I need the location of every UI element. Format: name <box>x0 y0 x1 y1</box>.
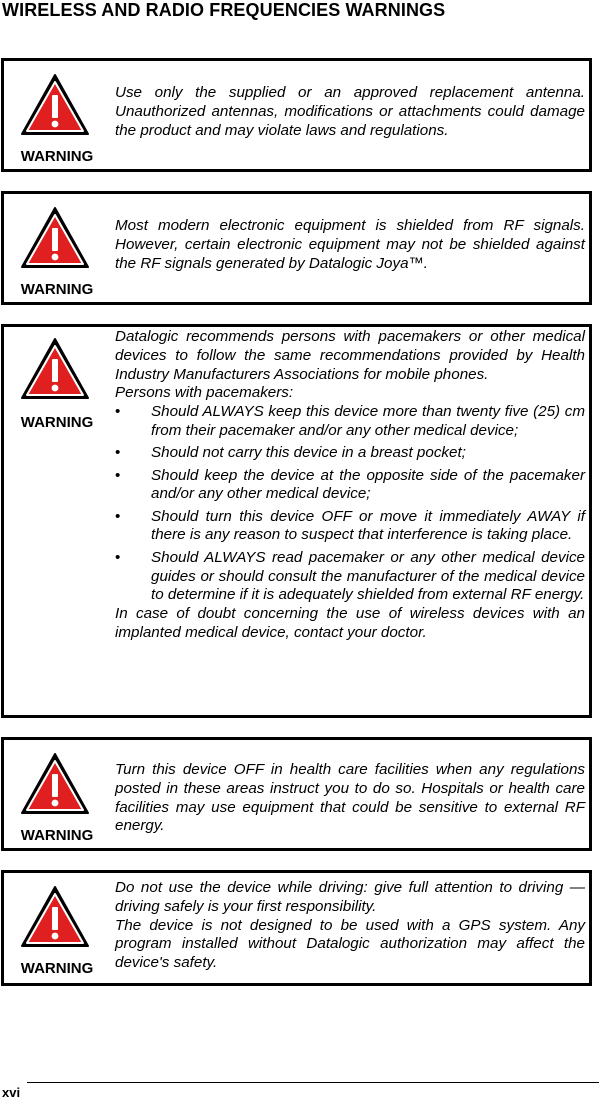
warning-paragraph: Persons with pacemakers: <box>115 384 294 402</box>
warning-box <box>1 191 592 305</box>
warning-closing: In case of doubt concerning the use of wireless devices with an implanted medical device, contact your doctor. <box>115 605 585 641</box>
warning-paragraph: Use only the supplied or an approved replacement antenna. Unauthorized antennas, modifications or attachments could damage the product and may violate laws and regulations. <box>115 84 585 139</box>
pacemaker-bullet-list <box>115 403 585 605</box>
warning-label: WARNING <box>20 414 94 431</box>
list-item <box>115 403 585 441</box>
bullet-text: Should turn this device OFF or move it immediately AWAY if there is any reason to suspect that interference is taking place. <box>151 507 585 544</box>
warning-triangle-icon <box>20 73 90 137</box>
warning-box <box>1 58 592 172</box>
bullet-text: Should ALWAYS keep this device more than twenty five (25) cm from their pacemaker and/or any other medical device; <box>151 403 585 439</box>
list-item <box>115 444 585 463</box>
page-number: xvi <box>2 1085 21 1100</box>
list-item <box>115 549 585 605</box>
bullet-icon: • <box>115 507 121 525</box>
warning-label: WARNING <box>20 148 94 165</box>
bullet-icon: • <box>115 444 121 462</box>
warning-paragraph: The device is not designed to be used with a GPS system. Any program installed without Datalogic authorization may affect the device's safety. <box>115 916 585 972</box>
warning-text <box>115 84 585 140</box>
bullet-text: Should ALWAYS read pacemaker or any other medical device guides or should consult the manufacturer of the medical device to determine if it is adequately shielded from external RF energy. <box>151 548 585 604</box>
bullet-icon: • <box>115 548 121 566</box>
warning-text <box>115 328 585 643</box>
bullet-icon: • <box>115 403 121 421</box>
warning-box <box>1 870 592 986</box>
warning-box <box>1 737 592 851</box>
warning-text <box>115 879 585 973</box>
footer-divider <box>27 1082 599 1083</box>
warning-triangle-icon <box>20 206 90 270</box>
warning-paragraph: Turn this device OFF in health care facilities when any regulations posted in these areas instruct you to do so. Hospitals or health care facilities may use equipment that could be sensitive to external RF energy. <box>115 761 585 835</box>
bullet-text: Should keep the device at the opposite side of the pacemaker and/or any other medical device; <box>151 466 585 503</box>
warning-label: WARNING <box>20 281 94 298</box>
bullet-text: Should not carry this device in a breast pocket; <box>151 444 466 462</box>
warning-box <box>1 324 592 718</box>
page-title: WIRELESS AND RADIO FREQUENCIES WARNINGS <box>2 0 446 20</box>
warning-text <box>115 761 585 836</box>
list-item <box>115 508 585 546</box>
warning-triangle-icon <box>20 885 90 949</box>
warning-paragraph: Datalogic recommends persons with pacemakers or other medical devices to follow the same recommendations provided by Health Industry Manufacturers Associations for mobile phones. <box>115 328 585 383</box>
warning-paragraph: Most modern electronic equipment is shielded from RF signals. However, certain electronic equipment may not be shielded against the RF signals generated by Datalogic Joya™. <box>115 217 585 272</box>
list-item <box>115 467 585 505</box>
warning-paragraph: Do not use the device while driving: give full attention to driving — driving safely is your first responsibility. <box>115 879 585 915</box>
warning-triangle-icon <box>20 337 90 401</box>
warning-text <box>115 217 585 273</box>
warning-label: WARNING <box>20 827 94 844</box>
bullet-icon: • <box>115 466 121 484</box>
warning-triangle-icon <box>20 752 90 816</box>
warning-label: WARNING <box>20 960 94 977</box>
